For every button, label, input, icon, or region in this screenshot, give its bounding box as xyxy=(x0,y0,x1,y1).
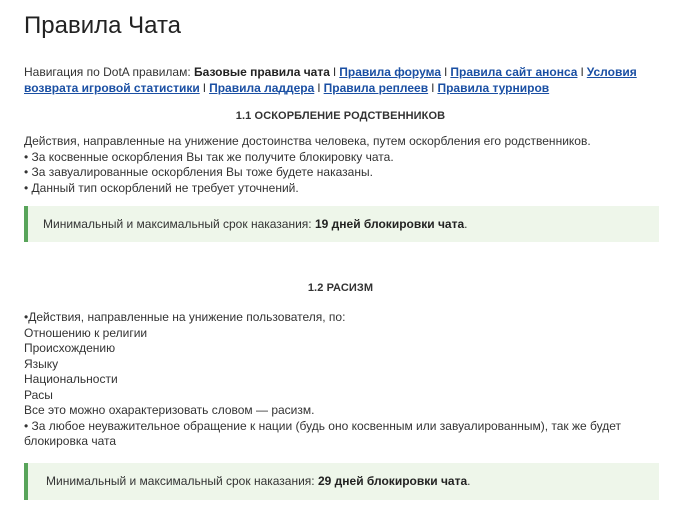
section-title-relatives: 1.1 ОСКОРБЛЕНИЕ РОДСТВЕННИКОВ xyxy=(235,110,446,122)
section-line: Языку xyxy=(24,356,59,371)
section-line: • За косвенные оскорбления Вы так же получите блокировку чата. xyxy=(24,149,394,164)
nav-separator: I xyxy=(332,65,337,79)
nav-separator: I xyxy=(202,81,207,95)
section-line: • Данный тип оскорблений не требует уточнений. xyxy=(24,180,299,195)
section-line: Все это можно охарактеризовать словом — расизм. xyxy=(24,403,315,417)
page-title: Правила Чата xyxy=(24,12,182,39)
section-body-racism xyxy=(24,310,657,450)
nav-prefix: Навигация по DotA правилам: xyxy=(24,65,194,79)
notice-text: Минимальный и максимальный срок наказания: xyxy=(43,217,315,231)
section-title-racism: 1.2 РАСИЗМ xyxy=(307,282,374,294)
nav-separator: I xyxy=(580,65,584,79)
nav-separator: I xyxy=(317,81,321,95)
section-line: •Действия, направленные на унижение пользователя, по: xyxy=(24,310,346,324)
section-line: Национальности xyxy=(24,372,118,386)
nav-link-announce-rules[interactable]: Правила сайт анонса xyxy=(450,65,578,79)
section-body-relatives xyxy=(24,134,657,196)
notice-penalty: 29 дней блокировки чата xyxy=(317,473,468,488)
section-line: • За завуалированные оскорбления Вы тоже будете наказаны. xyxy=(24,165,373,179)
nav-separator: I xyxy=(444,65,448,79)
nav-current: Базовые правила чата xyxy=(194,65,330,79)
penalty-notice xyxy=(24,463,659,500)
nav-link-replay-rules[interactable]: Правила реплеев xyxy=(323,81,429,95)
nav-link-stats-refund[interactable]: Условия возврата игровой статистики xyxy=(24,65,637,95)
section-line: Расы xyxy=(24,387,53,402)
section-line: Действия, направленные на унижение достоинства человека, путем оскорбления его родственников. xyxy=(24,134,591,148)
nav-link-forum-rules[interactable]: Правила форума xyxy=(339,65,442,79)
section-line: Происхождению xyxy=(24,341,116,355)
notice-text: Минимальный и максимальный срок наказания: xyxy=(46,473,318,488)
notice-end: . xyxy=(467,473,471,488)
section-line: Отношению к религии xyxy=(24,325,148,340)
nav-separator: I xyxy=(431,81,435,95)
section-line: • За любое неуважительное обращение к нации (будь оно косвенным или завуалированным), так же будет блокировка чата xyxy=(24,418,622,448)
rules-navigation xyxy=(24,64,657,96)
notice-penalty: 19 дней блокировки чата xyxy=(314,217,465,231)
penalty-notice xyxy=(24,206,659,242)
nav-link-ladder-rules[interactable]: Правила ладдера xyxy=(209,81,315,95)
notice-end: . xyxy=(464,217,468,231)
nav-link-tournament-rules[interactable]: Правила турниров xyxy=(437,81,550,95)
